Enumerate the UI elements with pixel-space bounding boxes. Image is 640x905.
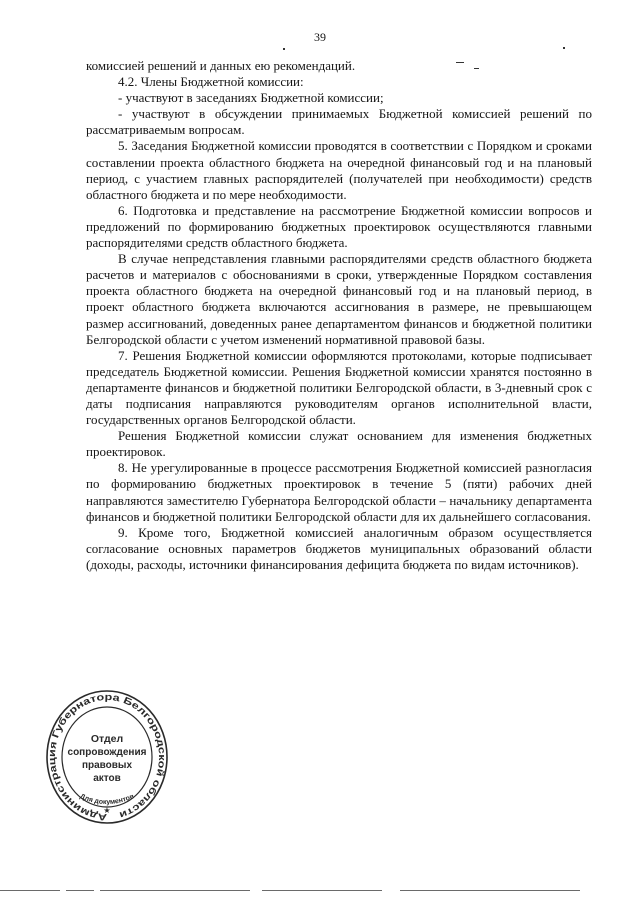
paragraph: 8. Не урегулированные в процессе рассмотрения Бюджетной комиссией разногласия по формированию бюджетных проектировок в течение 5 (пяти) рабочих дней направляются заместителю Губернатора Белгородской области – начальнику департамента финансов и бюджетной политики Белгородской области для их дальнейшего согласования. [86, 460, 592, 524]
paragraph: 5. Заседания Бюджетной комиссии проводятся в соответствии с Порядком и сроками составлении проекта областного бюджета на очередной финансовый год и на плановый период, с участием главных распорядителей (получателей при необходимости) средств областного бюджета и по мере необходимости. [86, 138, 592, 202]
page-number: 39 [314, 30, 326, 44]
paragraph: - участвуют в заседаниях Бюджетной комиссии; [118, 90, 384, 106]
footer-line [0, 890, 60, 891]
scan-speck [563, 47, 565, 49]
paragraph: комиссией решений и данных ею рекомендаций. [86, 58, 356, 73]
stamp-center-line: сопровождения [67, 747, 147, 758]
footer-line [400, 890, 580, 891]
stamp-graphic [44, 688, 170, 826]
paragraph: - участвуют в обсуждении принимаемых Бюджетной комиссией решений по рассматриваемым вопросам. [86, 106, 592, 138]
stamp-ring-text: Администрация Губернатора Белгородской области [46, 691, 168, 823]
paragraph: 7. Решения Бюджетной комиссии оформляются протоколами, которые подписывает председатель Бюджетной комиссии. Решения Бюджетной комиссии хранятся постоянно в департаменте финансов и бюджетной политики Белгородской области, в 3-дневный срок с даты подписания направляются руководителям органов исполнительной власти, государственных органов Белгородской области. [86, 347, 592, 428]
star-icon: ★ [103, 806, 111, 815]
footer-line [66, 890, 94, 891]
scan-speck [283, 48, 285, 50]
stamp-center-line: Отдел [90, 733, 124, 745]
paragraph: 9. Кроме того, Бюджетной комиссией аналогичным образом осуществляется согласование основных параметров бюджетов муниципальных образований области (доходы, расходы, источники финансирования дефицита бюджета по видам источников). [86, 524, 592, 572]
paragraph: Решения Бюджетной комиссии служат основанием для изменения бюджетных проектировок. [86, 428, 592, 460]
official-stamp [44, 688, 170, 826]
footer-line [100, 890, 250, 891]
stamp-bottom-text: Для документов [78, 793, 136, 807]
document-body [86, 58, 592, 573]
stamp-center-line: правовых [81, 760, 133, 771]
footer-line [262, 890, 382, 891]
stamp-center-line: актов [93, 773, 121, 784]
paragraph: В случае непредставления главными распорядителями средств областного бюджета расчетов и материалов с обоснованиями в сроки, утвержденные Порядком составления проекта областного бюджета на очередной финансовый год и на плановый период, в проект областного бюджета включаются ассигнования в размере, не превышающем размер ассигнований, доведенных ранее департаментом финансов и бюджетной политики Белгородской области с учетом изменений нормативной правовой базы. [86, 251, 592, 347]
paragraph: 6. Подготовка и представление на рассмотрение Бюджетной комиссии вопросов и предложений по формированию бюджетных проектировок осуществляются главными распорядителями средств областного бюджета. [86, 202, 592, 251]
paragraph: 4.2. Члены Бюджетной комиссии: [118, 74, 304, 90]
